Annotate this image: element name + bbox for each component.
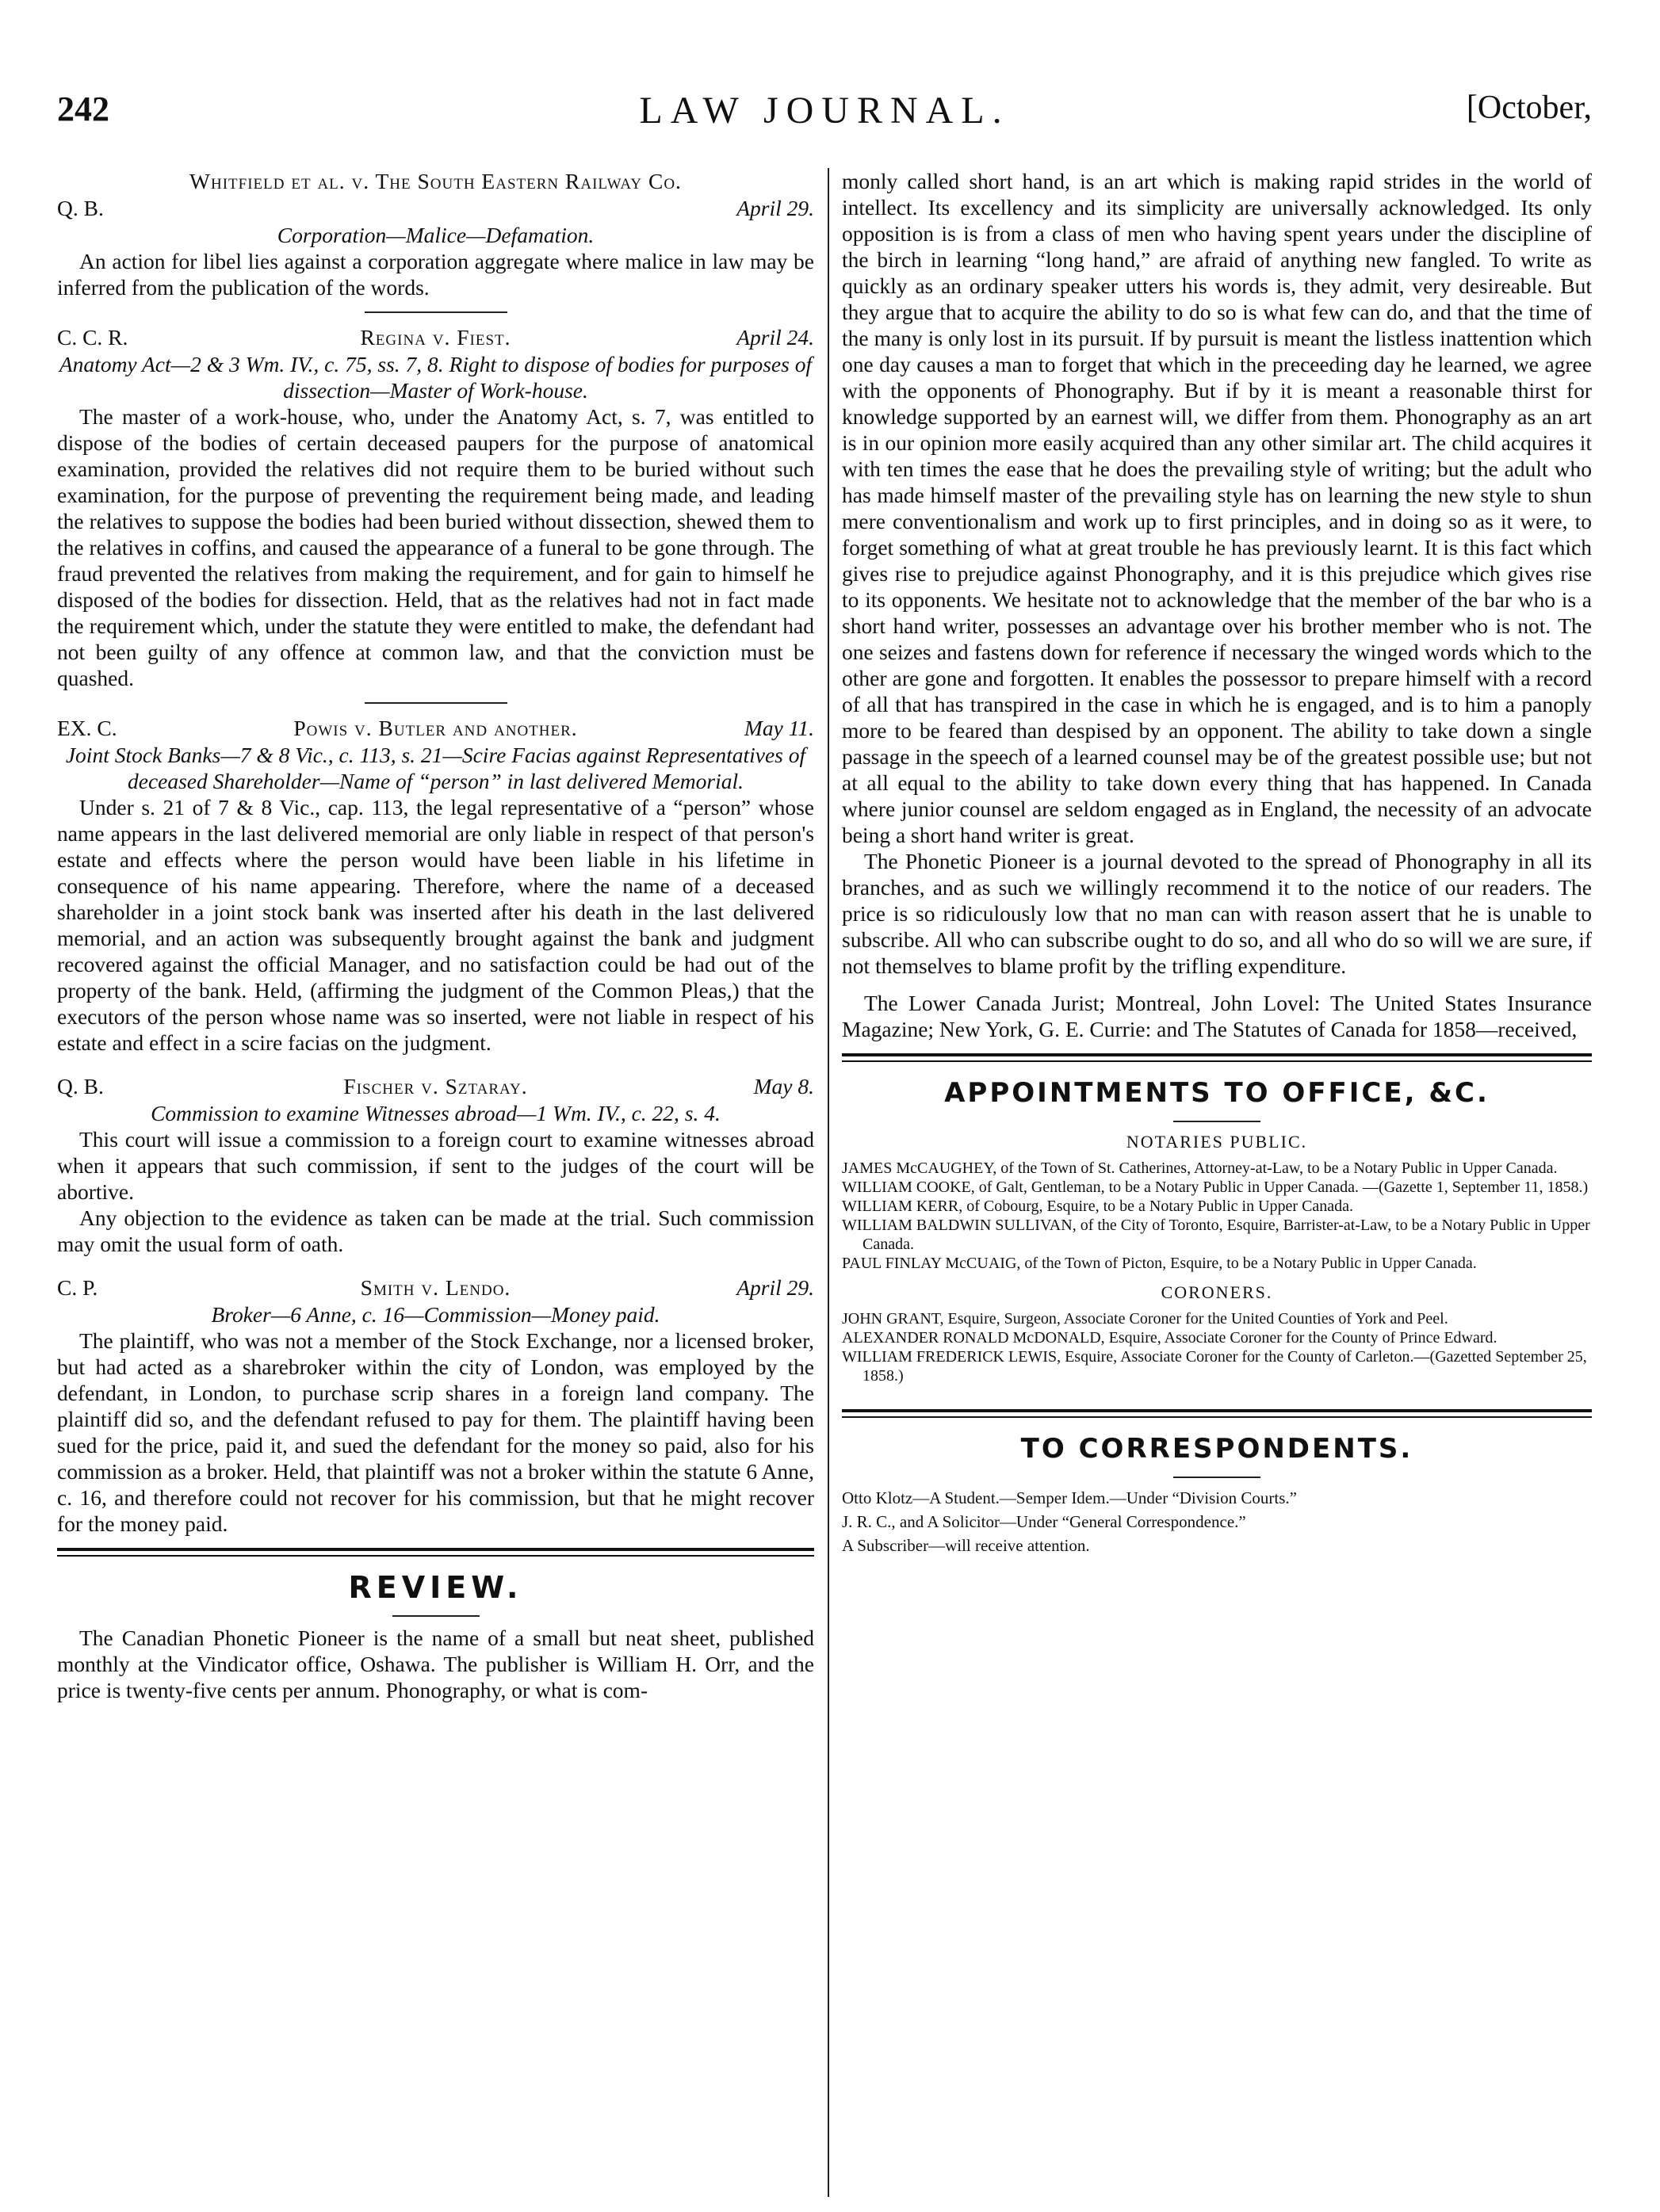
- correspondent-line: J. R. C., and A Solicitor—Under “General Correspondence.”: [842, 1512, 1246, 1531]
- divider: [392, 1615, 480, 1617]
- notary-notice: JAMES McCAUGHEY, of the Town of St. Catherines, Attorney-at-Law, to be a Notary Public in Upper Canada.: [842, 1159, 1558, 1177]
- journal-title: LAW JOURNAL.: [639, 90, 1010, 132]
- case-body: An action for libel lies against a corporation aggregate where malice in law may be inferred from the publication of the words.: [57, 249, 814, 300]
- correspondents-title: TO CORRESPONDENTS.: [1020, 1433, 1413, 1465]
- review-body: The Canadian Phonetic Pioneer is the name of a small but neat sheet, published monthly at the Vindicator office, Oshawa. The publisher is William H. Orr, and the price is twenty-five cents per annum. Phonography, or what is com-: [57, 1626, 814, 1702]
- court: Q. B.: [57, 1074, 104, 1098]
- headnote: Joint Stock Banks—7 & 8 Vic., c. 113, s. 21—Scire Facias against Representatives of deceased Shareholder—Name of “person” in last delivered Memorial.: [65, 743, 806, 793]
- divider: [365, 311, 507, 313]
- review-continuation: monly called short hand, is an art which is making rapid strides in the world of intellect. Its excellency and its simplicity are universally acknowledged. Its only opposition is is from a class of men who having spent years under the discipline of the birch in learning “long hand,” are afraid of anything new fangled. To write as quickly as an ordinary speaker utters his words is, they admit, very desireable. But they argue that to acquire the ability to do so is what few can do, and that the time of the many is only lost in its pursuit. If by pursuit is meant the listless inattention which one day causes a man to forget that which in the preceeding day he learned, we agree with the opponents of Phonography. But if by it is meant a reasonable thirst for knowledge supported by an earnest will, we differ from them. Phonography as an art is in our opinion more easily acquired than any other similar art. The child acquires it with ten times the ease that he does the prevailing style of writing; but the adult who has made himself master of the prevailing style has on learning the new style to shun mere conventionalism and work up to first principles, and in doing so as it were, to forget something of what at great trouble he has previously learnt. It is this fact which gives rise to prejudice against Phonography, and it is this prejudice which gives rise to its opponents. We hesitate not to acknowledge that the member of the bar who is a short hand writer, possesses an advantage over his brother member who is not. The one seizes and fastens down for reference if necessary the winged words which to the other are gone and forgotten. It enables the possessor to prepare himself with a record of all that has transpired in the case in which he is engaged, and is to him a panoply more to be feared than despised by an opponent. The ability to take down a single passage in the speech of a learned counsel may be of the greatest possible use; but not at all equal to the ability to take down every thing that has happened. In Canada where junior counsel are seldom engaged as in England, the necessity of an advocate being a short hand writer is great.: [842, 169, 1592, 847]
- issue-month: [October,: [1466, 90, 1592, 126]
- notaries-heading: NOTARIES PUBLIC.: [1126, 1132, 1308, 1152]
- divider: [1173, 1477, 1260, 1478]
- double-rule: [842, 1053, 1592, 1062]
- court: C. C. R.: [57, 325, 128, 350]
- divider: [1173, 1121, 1260, 1122]
- case-body: This court will issue a commission to a foreign court to examine witnesses abroad when it appears that such commission, if sent to the judges of the court will be abortive.: [57, 1127, 814, 1204]
- correspondent-line: Otto Klotz—A Student.—Semper Idem.—Under “Division Courts.”: [842, 1488, 1297, 1507]
- court: C. P.: [57, 1275, 98, 1300]
- divider: [365, 702, 507, 704]
- double-rule: [842, 1409, 1592, 1418]
- case-powis-butler: [57, 715, 814, 1056]
- page-number: 242: [57, 90, 109, 128]
- case-body: Under s. 21 of 7 & 8 Vic., cap. 113, the legal representative of a “person” whose name appears in the last delivered memorial are only liable in respect of that person's estate and effects where the person would have been liable in his lifetime in consequence of his name appearing. Therefore, where the name of a deceased shareholder in a joint stock bank was inserted after his death in the last delivered memorial, and an action was subsequently brought against the bank and judgment recovered against the official Manager, and no satisfaction could be had out of the property of the bank. Held, (affirming the judgment of the Common Pleas,) that the executors of the person whose name was so inserted, were not liable in respect of his estate and effect in a scire facias on the judgment.: [57, 795, 814, 1055]
- case-regina-fiest: [57, 324, 814, 691]
- case-title: Whitfield et al. v. The South Eastern Railway Co.: [189, 169, 682, 193]
- journal-page: [57, 89, 1592, 2165]
- coroner-notice: JOHN GRANT, Esquire, Surgeon, Associate Coroner for the United Counties of York and Peel.: [842, 1310, 1448, 1328]
- case-body: The master of a work-house, who, under the Anatomy Act, s. 7, was entitled to dispose of the bodies of certain deceased paupers for the purpose of anatomical examination, provided the relatives did not require them to be buried without such examination, for the purpose of preventing the requirement being made, and leading the relatives to suppose the bodies had been buried without dissection, shewed them to the relatives in coffins, and caused the appearance of a funeral to be gone through. The fraud prevented the relatives from making the requirement, and for gain to himself he disposed of the bodies for dissection. Held, that as the relatives had not in fact made the requirement which, under the statute they were entitled to make, the defendant had not been guilty of any offence at common law, and that the conviction must be quashed.: [57, 404, 814, 690]
- publications-received: The Lower Canada Jurist; Montreal, John Lovel: The United States Insurance Magazine; New York, G. E. Currie: and The Statutes of Canada for 1858—received,: [842, 991, 1592, 1041]
- headnote: Broker—6 Anne, c. 16—Commission—Money paid.: [211, 1302, 660, 1327]
- notary-notice: WILLIAM BALDWIN SULLIVAN, of the City of Toronto, Esquire, Barrister-at-Law, to be a Notary Public in Upper Canada.: [842, 1217, 1590, 1253]
- coroner-notice: WILLIAM FREDERICK LEWIS, Esquire, Associate Coroner for the County of Carleton.—(Gazetted September 25, 1858.): [842, 1348, 1587, 1385]
- case-body: The plaintiff, who was not a member of the Stock Exchange, nor a licensed broker, but had acted as a sharebroker within the city of London, was employed by the defendant, in London, to purchase scrip shares in a foreign land company. The plaintiff did so, and the defendant refused to pay for them. The plaintiff having been sued for the price, paid it, and sued the defendant for the money so paid, also for his commission as a broker. Held, that plaintiff was not a broker within the statute 6 Anne, c. 16, and therefore could not recover for his commission, but that he might recover for the money paid.: [57, 1328, 814, 1536]
- court: Q. B.: [57, 196, 104, 220]
- review-continuation-2: The Phonetic Pioneer is a journal devoted to the spread of Phonography in all its branches, and as such we willingly recommend it to the notice of our readers. The price is so ridiculously low that no man can with reason assert that he is unable to subscribe. All who can subscribe ought to do so, and all who do so will we are sure, if not themselves to blame profit by the trifling expenditure.: [842, 849, 1592, 978]
- left-column: [57, 168, 814, 2165]
- page-header: [57, 89, 1592, 144]
- case-name: Regina v. Fiest.: [360, 325, 511, 350]
- case-date: May 11.: [744, 716, 814, 740]
- right-column: [842, 168, 1592, 2165]
- case-name: Smith v. Lendo.: [360, 1275, 511, 1300]
- case-date: May 8.: [753, 1074, 814, 1098]
- case-body: Any objection to the evidence as taken can be made at the trial. Such commission may omit the usual form of oath.: [57, 1205, 814, 1256]
- case-date: April 29.: [736, 196, 814, 220]
- case-smith-lendo: [57, 1274, 814, 1537]
- case-name: Powis v. Butler and another.: [293, 716, 578, 740]
- column-divider: [828, 168, 829, 2197]
- headnote: Commission to examine Witnesses abroad—1 Wm. IV., c. 22, s. 4.: [151, 1101, 721, 1125]
- case-date: April 29.: [736, 1275, 814, 1300]
- notary-notice: PAUL FINLAY McCUAIG, of the Town of Picton, Esquire, to be a Notary Public in Upper Canada.: [842, 1255, 1477, 1272]
- review-title: REVIEW.: [348, 1570, 523, 1605]
- correspondent-line: A Subscriber—will receive attention.: [842, 1536, 1090, 1555]
- notary-notice: WILLIAM COOKE, of Galt, Gentleman, to be a Notary Public in Upper Canada. —(Gazette 1, September 11, 1858.): [842, 1179, 1589, 1196]
- court: EX. C.: [57, 716, 117, 740]
- headnote: Corporation—Malice—Defamation.: [277, 223, 595, 247]
- case-fischer-sztaray: [57, 1073, 814, 1257]
- coroners-heading: CORONERS.: [1161, 1282, 1273, 1302]
- appointments-title: APPOINTMENTS TO OFFICE, &C.: [944, 1077, 1490, 1109]
- coroner-notice: ALEXANDER RONALD McDONALD, Esquire, Associate Coroner for the County of Prince Edward.: [842, 1329, 1497, 1347]
- case-date: April 24.: [736, 325, 814, 350]
- case-name: Fischer v. Sztaray.: [343, 1074, 528, 1098]
- case-whitfield: [57, 168, 814, 300]
- headnote: Anatomy Act—2 & 3 Wm. IV., c. 75, ss. 7, 8. Right to dispose of bodies for purposes of dissection—Master of Work-house.: [59, 352, 813, 403]
- notary-notice: WILLIAM KERR, of Cobourg, Esquire, to be a Notary Public in Upper Canada.: [842, 1198, 1354, 1215]
- double-rule: [57, 1548, 814, 1557]
